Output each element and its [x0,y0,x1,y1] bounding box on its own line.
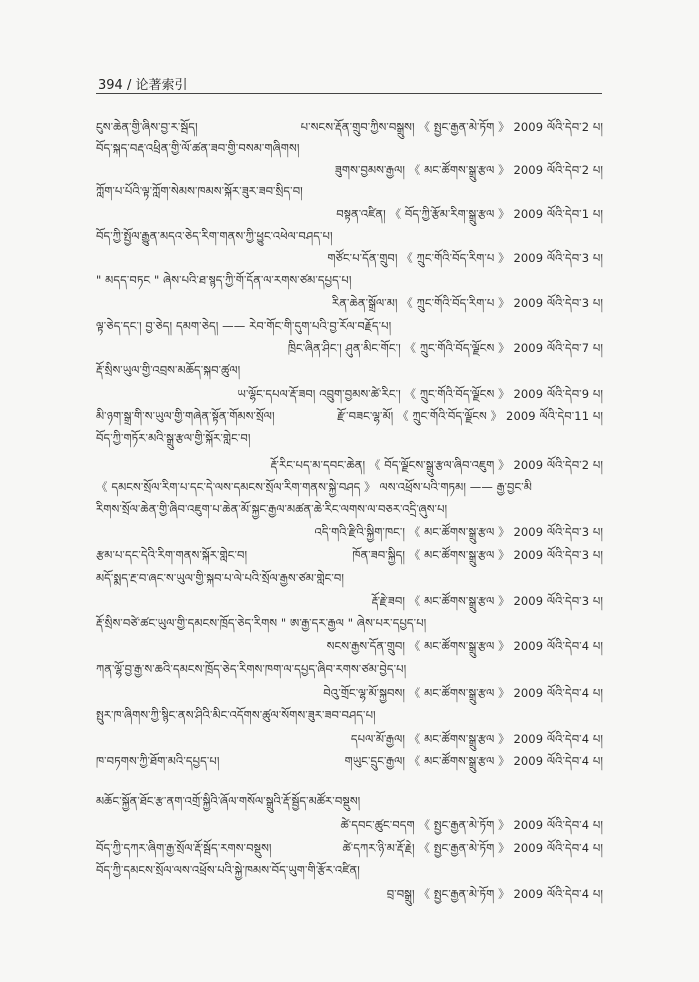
entry-title-line: ལྟ་ཅེད་དང་། བྱ་ཅེད། དམག་ཅེད། —— རེབ་གོང་གི་དུག་པའི་བྱ་རོལ་བརྗོད་པ། [96,319,392,333]
entry-title-line: མདོ་སྨད་རྔ་བ་ཞང་ས་ཡུལ་གྱི་སྐབ་པ་ལེ་པའི་སྲོལ་རྒྱས་ཙམ་གླེང་བ། [96,571,345,585]
entry-title-line: རིགས་སྲོལ་ཆེན་གྱི་ཞིབ་འཇུག་པ་ཆེན་མོ་སྐྱང་རྒྱལ་མཚན་ཆེ་རིང་ལགས་ལ་བཅར་འདྲི་ཞུས་པ། [96,502,448,516]
entry-title-line: ཀན་ལྷོ་བྱ་རྒྱ་ས་ཆའི་དམངས་ཁྲོད་ཅེད་རིགས་ཁག་ལ་དཔྱད་ཞིབ་རགས་ཙམ་བྱེད་པ། [96,662,407,676]
entry-title-line: ངུས་ཆེན་གྱི་ཞིས་བྱ་ར་སྦོད། [96,120,198,134]
entry-title-line: བོད་ཀྱི་དམངས་སྲོལ་ལས་འཕྲོས་པའི་སྐྱེ་ཁམས་བོད་ཡུག་གི་རྩོར་འཛིན། [96,863,360,877]
entry-citation-line: བྲ་བསྒྲུ། 《 སྤྱང་རྒྱན་མེ་ཏོག 》 2009 ལོའི་དེབ་4 པ། [386,887,603,901]
entry-citation-line: རིན་ཆེན་སྒྲོལ་མ། 《 ཀྲུང་གོའི་བོད་རིག་པ 》 2009 ལོའི་དེབ་3 པ། [331,296,603,310]
entry-citation-line: རྡོ་རིང་པད་མ་དབང་ཆེན། 《 བོད་ལྗོངས་སྒྲུ་རྩལ་ཞིབ་འཇུག 》 2009 ལོའི་དེབ་2 པ། [270,458,603,472]
entry-citation-line: དཔལ་མོ་རྒྱལ། 《 མང་ཚོགས་སྒྲུ་རྩལ 》 2009 ལོའི་དེབ་4 པ། [350,732,603,746]
entry-title-line: བོད་སྐད་བརྡ་འཕྲིན་གྱི་ལོ་ཚན་ཟབ་གྱི་བསམ་གཞིགས། [96,141,300,155]
entry-title-line: སྤུར་ཁ་ཞིགས་ཀྱི་སྙིང་ནས་ཤིའི་མིང་འདོགས་ཚུལ་སོགས་ཟུར་ཟབ་བཤད་པ། [96,708,376,722]
entry-title-line: བོད་ཀྱི་གཏོར་མའི་སྒྲུ་རྩལ་གྱི་སྐོར་གླེང་བ། [96,431,251,445]
entry-title-line: " མདད་བཏང " ཞེས་པའི་ཐ་སྙད་ཀྱི་གོ་དོན་ལ་རགས་ཙམ་དཔྱད་པ། [96,273,352,287]
entry-citation-line: བསྟན་འཛིན། 《 བོད་ཀྱི་རྩོམ་རིག་སྒྲུ་རྩལ 》 2009 ལོའི་དེབ་1 པ། [336,207,603,221]
entry-citation-line: རྫོ་བཟང་ལྷ་མོ། 《 ཀྲུང་གོའི་བོད་ལྗོངས 》 2009 ལོའི་དེབ་11 པ། [337,409,603,423]
entry-citation-line: བེའུ་གྲོང་ལྷ་མོ་སྐྱབས། 《 མང་ཚོགས་སྒྲུ་རྩལ 》 2009 ལོའི་དེབ་4 པ། [323,686,603,700]
entry-title-line: 《 དམངས་སྲོལ་རིག་པ་དང་དེ་ལས་དམངས་སྲོལ་རིག་གནས་སྐྱེ་བཤད 》 ལས་འཕྲོས་པའི་གཏམ། —— རྒྱ་བྱང་མི [96,480,532,494]
entry-citation-line: རྡོ་རྗེ་ཟབ། 《 མང་ཚོགས་སྒྲུ་རྩལ 》 2009 ལོའི་དེབ་3 པ། [371,594,603,608]
entry-citation-line: སངས་རྒྱས་དོན་གྲུབ། 《 མང་ཚོགས་སྒྲུ་རྩལ 》 2009 ལོའི་དེབ་4 པ། [326,639,603,653]
entry-title-line: བོད་ཀྱི་སྤྱོལ་རྒྱུན་མདའ་ཅེད་རིག་གནས་ཀྱི་ཕྱུང་འཕེལ་བཤད་པ། [96,229,333,243]
entry-title-line: བོད་ཀྱི་དཀར་ཞིག་རྒྱ་སྲོལ་རྡོ་སྦོད་རགས་བསྡུས། [96,841,272,855]
header-rule [96,93,602,94]
entry-title-line: རྩམ་པ་དང་དེའི་རིག་གནས་སྐོར་གླེང་བ། [96,548,248,562]
entry-citation-line: ཡ་ལྷོང་དཔལ་རྡོ་ཟབ། འབྲུག་བྱམས་ཚེ་རིང་། 《 ཀྲུང་གོའི་བོད་ལྗོངས 》 2009 ལོའི་དེབ་9 པ། [237,387,603,401]
entry-title-line: ཀློག་པ་པོའི་ལྟ་ཀློག་སེམས་ཁམས་སྐོར་ཟུར་ཟབ་སྲིད་བ། [96,184,303,198]
entry-citation-line: ཚེ་དབང་ཚུང་བདག 《 སྤྱང་རྒྱན་མེ་ཏོག 》 2009 ལོའི་དེབ་4 པ། [340,818,603,832]
entry-title-line: རྡོ་སྲིས་ཡུལ་གྱི་འབྲས་མཆོད་སྐབ་ཚུལ། [96,363,241,377]
entry-title-line: ཁ་བཏགས་ཀྱི་ཐོག་མའི་དཔྱད་པ། [96,754,220,768]
entry-citation-line: འདི་གའི་རྫིའི་སྐྱིག་ཁང་། 《 མང་ཚོགས་སྒྲུ་རྩལ 》 2009 ལོའི་དེབ་3 པ། [314,525,603,539]
entry-citation-line: པ་སངས་རྡོན་གྲུབ་ཀྱིས་བསྒྲུས། 《 སྤྱང་རྒྱན་མེ་ཏོག 》 2009 ལོའི་དེབ་2 པ། [300,120,603,134]
entry-citation-line: ཁོན་ཟབ་སྐྱིད། 《 མང་ཚོགས་སྒྲུ་རྩལ 》 2009 ལོའི་དེབ་3 པ། [352,548,603,562]
entry-citation-line: ཁྲིང་ཞིན་ཤིང་། ཤུན་མིང་གོང་། 《 ཀྲུང་གོའི་བོད་ལྗོངས 》 2009 ལོའི་དེབ་7 པ། [287,341,603,355]
entry-citation-line: ཚེ་དཀར་ཉི་མ་རྡོ་རྗེ། 《 སྤྱང་རྒྱན་མེ་ཏོག 》 2009 ལོའི་དེབ་4 པ། [342,841,603,855]
entry-title-line: རྡོ་སྲིས་བཙེ་ཚང་ཡུལ་གྱི་དམངས་ཁྲོད་ཅེད་རིགས " ཨ་རྒྱ་དར་རྒྱལ " ཞེས་པར་དཔྱད་པ། [96,616,427,630]
entry-citation-line: གཙོང་པ་དོན་གྲུབ། 《 ཀྲུང་གོའི་བོད་རིག་པ 》 2009 ལོའི་དེབ་3 པ། [327,251,603,265]
entry-title-line: མཆོང་སྐྱོན་ཐོང་རྩ་ནག་འགྲོ་སྐྱིའི་ཞོལ་གསོལ་སྒྲུའི་རྡོ་སྦྱོད་མཚོར་བསྡུས། [96,794,361,808]
entry-citation-line: གཡུང་དྲུང་རྒྱལ། 《 མང་ཚོགས་སྒྲུ་རྩལ 》 2009 ལོའི་དེབ་4 པ། [344,754,603,768]
entry-citation-line: ཟུགས་བྱམས་རྒྱལ། 《 མང་ཚོགས་སྒྲུ་རྩལ 》 2009 ལོའི་དེབ་2 པ། [334,163,603,177]
page-header: 394 / 论著索引 [98,78,188,93]
entry-title-line: མི་ཉག་སྒྲ་གི་ས་ཡུལ་གྱི་གཞེན་སྟོན་གོམས་སྲོལ། [96,409,275,423]
